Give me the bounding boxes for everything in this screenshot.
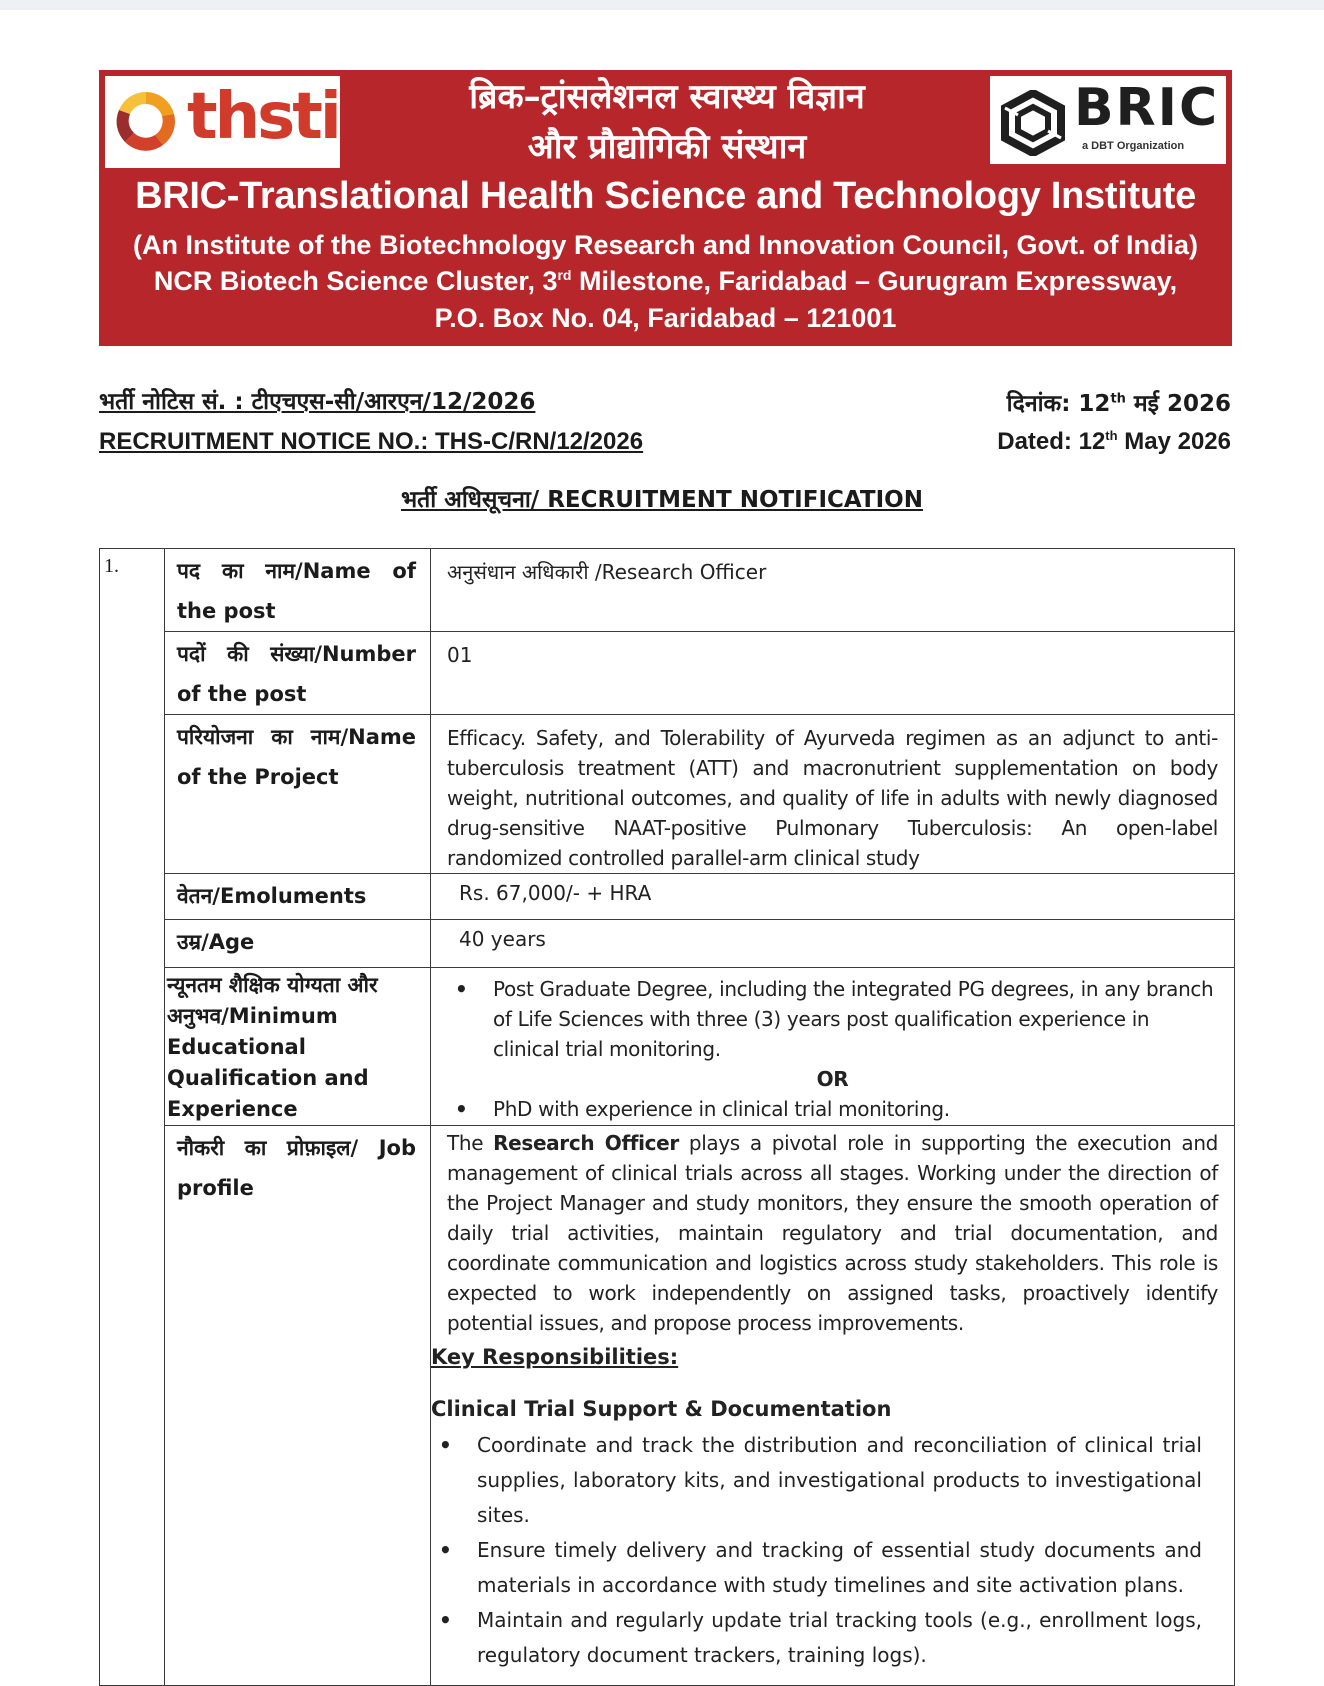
bric-hexagon-icon xyxy=(998,90,1068,156)
row-label-job-profile: नौकरी का प्रोफ़ाइल/ Job profile xyxy=(177,1136,416,1200)
label-cell xyxy=(165,968,431,1126)
list-item: • Post Graduate Degree, including the integrated PG degrees, in any branch of Life Sciences with three (3) years post qualification experience in clinical trial monitoring. xyxy=(455,977,1214,1061)
row-label-age: उम्र/Age xyxy=(177,930,255,954)
value-cell xyxy=(431,874,1235,920)
label-cell xyxy=(165,549,431,632)
qualification-list xyxy=(447,1094,1218,1124)
top-strip xyxy=(0,0,1324,10)
notice-date-english: Dated: 12th May 2026 xyxy=(997,428,1231,455)
notice-number-hindi: भर्ती नोटिस सं. : टीएचएस-सी/आरएन/12/2026 xyxy=(99,389,536,415)
value-cell xyxy=(431,715,1235,874)
table-row xyxy=(100,1126,1235,1686)
serial-number: 1. xyxy=(100,549,165,1686)
institute-title: BRIC-Translational Health Science and Technology Institute xyxy=(135,175,1196,217)
responsibilities-list xyxy=(431,1428,1218,1673)
job-profile-intro: The Research Officer plays a pivotal role in supporting the execution and management of clinical trials across all stages. Working under the direction of the Project Manager and study monitors, they ensure the smooth operation of daily trial activities, maintain regulatory and trial documentation, and coordinate communication and logistics across study stakeholders. This role is expected to work independently on assigned tasks, proactively identify potential issues, and propose process improvements. xyxy=(447,1131,1219,1335)
table-row xyxy=(100,968,1235,1126)
row-value-post-name: अनुसंधान अधिकारी /Research Officer xyxy=(447,560,767,584)
label-cell xyxy=(165,1126,431,1686)
key-responsibilities-block xyxy=(431,1338,1234,1673)
notice-number-english: RECRUITMENT NOTICE NO.: THS-C/RN/12/2026 xyxy=(99,428,644,455)
header-banner xyxy=(99,70,1232,346)
hindi-title-line2: और प्रौद्योगिकी संस्थान xyxy=(527,127,807,167)
hindi-title-line1: ब्रिक–ट्रांसलेशनल स्वास्थ्य विज्ञान xyxy=(469,77,865,117)
value-cell xyxy=(431,968,1235,1126)
table-row xyxy=(100,874,1235,920)
row-label-emoluments: वेतन/Emoluments xyxy=(177,884,367,908)
row-value-age: 40 years xyxy=(459,927,546,951)
value-cell xyxy=(431,1126,1235,1686)
value-cell xyxy=(431,632,1235,715)
institute-address-line1: NCR Biotech Science Cluster, 3rd Milestone, Faridabad – Gurugram Expressway, xyxy=(153,266,1178,296)
label-cell xyxy=(165,920,431,968)
row-label-qualification: न्यूनतम शैक्षिक योग्यता और अनुभव/Minimum Educational Qualification and Experience xyxy=(167,973,378,1121)
thsti-logo-text: thsti xyxy=(187,80,339,154)
table-row xyxy=(100,632,1235,715)
table-row xyxy=(100,549,1235,632)
thsti-logo xyxy=(105,76,340,168)
row-value-qualification xyxy=(431,968,1234,1124)
row-label-post-name: पद का नाम/Name of the post xyxy=(177,559,416,623)
list-item: • Ensure timely delivery and tracking of essential study documents and materials in accordance with study timelines and site activation plans. xyxy=(439,1538,1202,1597)
value-cell xyxy=(431,549,1235,632)
label-cell xyxy=(165,874,431,920)
row-label-project-name: परियोजना का नाम/Name of the Project xyxy=(177,725,416,789)
value-cell xyxy=(431,920,1235,968)
table-row xyxy=(100,715,1235,874)
label-cell xyxy=(165,715,431,874)
notification-heading: भर्ती अधिसूचना/ RECRUITMENT NOTIFICATION xyxy=(401,487,923,513)
list-item: • Coordinate and track the distribution and reconciliation of clinical trial supplies, laboratory kits, and investigational products to investigational sites. xyxy=(439,1433,1202,1527)
thsti-ring-icon xyxy=(111,88,181,154)
list-item: • Maintain and regularly update trial tracking tools (e.g., enrollment logs, regulatory document trackers, training logs). xyxy=(439,1608,1202,1667)
post-details-table xyxy=(99,548,1235,1686)
bric-logo xyxy=(990,76,1226,164)
row-value-emoluments: Rs. 67,000/- + HRA xyxy=(459,881,652,905)
label-cell xyxy=(165,632,431,715)
notice-date-hindi: दिनांक: 12th मई 2026 xyxy=(1006,391,1231,417)
row-value-number-of-posts: 01 xyxy=(447,643,473,667)
qualification-list xyxy=(447,974,1218,1064)
institute-address-line2: P.O. Box No. 04, Faridabad – 121001 xyxy=(434,303,897,333)
bric-logo-subtitle: a DBT Organization xyxy=(1082,140,1185,152)
institute-affiliation: (An Institute of the Biotechnology Research and Innovation Council, Govt. of India) xyxy=(132,230,1199,260)
section-title: Clinical Trial Support & Documentation xyxy=(431,1397,892,1421)
bric-logo-text: BRIC xyxy=(1074,78,1220,138)
key-responsibilities-title: Key Responsibilities: xyxy=(431,1345,679,1369)
list-item: • PhD with experience in clinical trial monitoring. xyxy=(455,1097,950,1121)
qualification-or: OR xyxy=(816,1067,849,1091)
row-value-project-name: Efficacy. Safety, and Tolerability of Ayurveda regimen as an adjunct to anti-tuberculosis treatment (ATT) and macronutrient supplementation on body weight, nutritional outcomes, and quality of life in adults with newly diagnosed drug-sensitive NAAT-positive Pulmonary Tuberculosis: An open-label randomized controlled parallel-arm clinical study xyxy=(447,726,1218,870)
table-row xyxy=(100,920,1235,968)
row-label-number-of-posts: पदों की संख्या/Number of the post xyxy=(177,642,416,706)
